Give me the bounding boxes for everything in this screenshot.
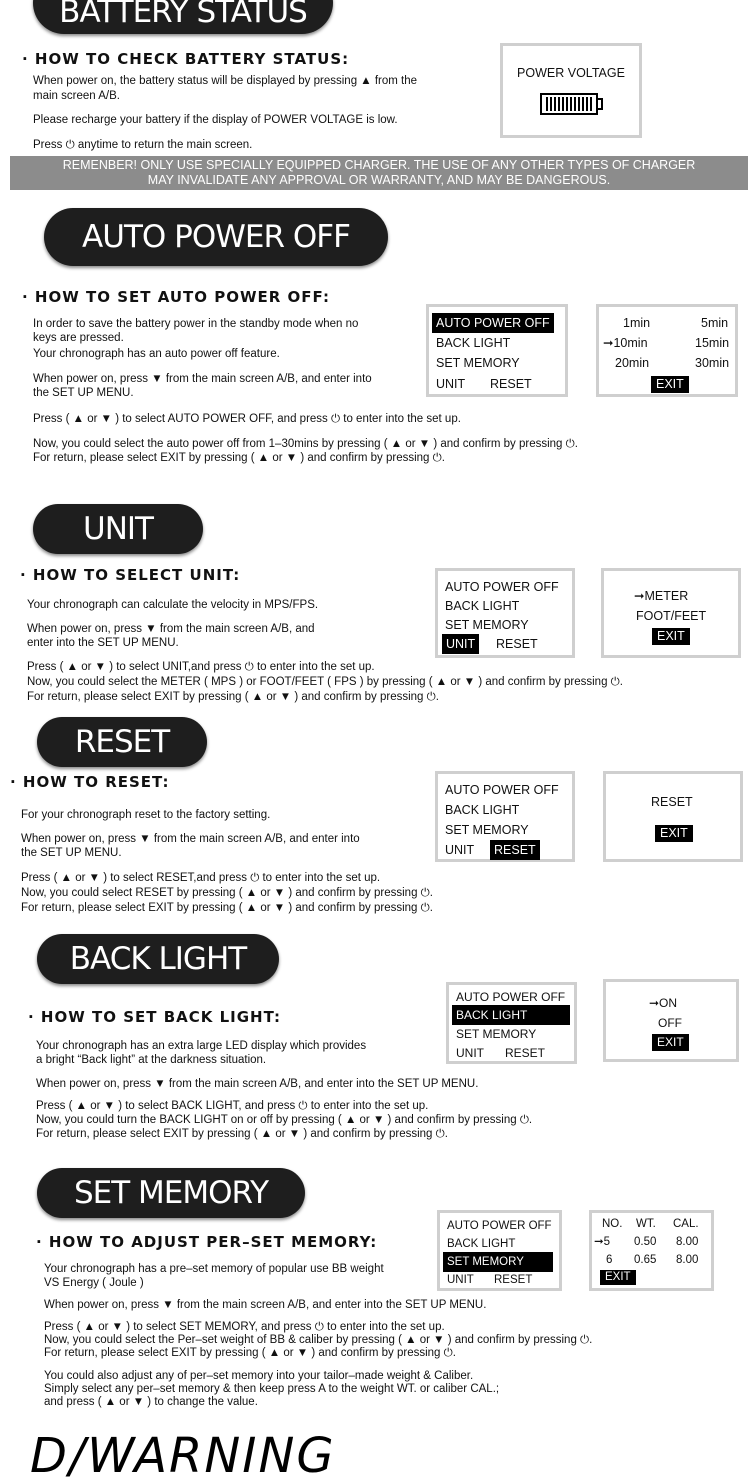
unit-text: enter into the SET UP MENU. [27, 637, 179, 649]
exit-label: EXIT [655, 825, 693, 842]
auto-power-off-heading: · HOW TO SET AUTO POWER OFF: [22, 288, 330, 306]
auto-power-off-text: In order to save the battery power in the standby mode when no [33, 318, 359, 330]
menu-item-unit: UNIT [456, 1046, 484, 1060]
reset-text: For return, please select EXIT by pressing ( ▲ or ▼ ) and confirm by pressing ⏻. [21, 902, 433, 914]
back-light-text: When power on, press ▼ from the main screen A/B, and enter into the SET UP MENU. [36, 1078, 479, 1090]
back-light-text: For return, please select EXIT by pressing ( ▲ or ▼ ) and confirm by pressing ⏻. [36, 1128, 448, 1140]
unit-text: Your chronograph can calculate the velocity in MPS/FPS. [27, 599, 319, 611]
option-10min: ➞10min [603, 336, 648, 350]
memory-table-panel [589, 1210, 714, 1291]
menu-item-unit: UNIT [445, 843, 475, 857]
menu-item-auto-power-off: AUTO POWER OFF [456, 990, 566, 1004]
back-light-text: Press ( ▲ or ▼ ) to select BACK LIGHT, and press ⏻ to enter into the set up. [36, 1100, 429, 1112]
menu-item-reset: RESET [490, 377, 532, 391]
exit-label: EXIT [652, 628, 690, 645]
banner-line: REMENBER! ONLY USE SPECIALLY EQUIPPED CHARGER. THE USE OF ANY OTHER TYPES OF CHARGER [62, 158, 696, 172]
menu-item-set-memory: SET MEMORY [445, 618, 529, 632]
menu-item-back-light: BACK LIGHT [447, 1238, 516, 1250]
set-memory-text: When power on, press ▼ from the main screen A/B, and enter into the SET UP MENU. [44, 1299, 487, 1311]
auto-power-off-text: keys are pressed. [33, 332, 124, 344]
reset-text: the SET UP MENU. [21, 847, 122, 859]
auto-power-off-title: AUTO POWER OFF [44, 208, 388, 266]
menu-item-unit: UNIT [447, 1274, 474, 1286]
warning-title: D/WARNING [30, 1428, 336, 1484]
unit-text: Press ( ▲ or ▼ ) to select UNIT,and press ⏻ to enter into the set up. [27, 661, 375, 673]
menu-item-back-light: BACK LIGHT [436, 336, 511, 350]
auto-power-off-text: When power on, press ▼ from the main screen A/B, and enter into [33, 373, 372, 385]
menu-item-auto-power-off: AUTO POWER OFF [445, 580, 559, 594]
memory-header-wt: WT. [636, 1218, 656, 1230]
memory-row-wt: 0.65 [634, 1254, 657, 1266]
menu-item-auto-power-off: AUTO POWER OFF [432, 313, 554, 333]
menu-item-back-light: BACK LIGHT [445, 803, 520, 817]
banner-line: MAY INVALIDATE ANY APPROVAL OR WARRANTY, AND MAY BE DANGEROUS. [147, 173, 611, 187]
reset-heading: · HOW TO RESET: [10, 773, 170, 791]
menu-item-auto-power-off: AUTO POWER OFF [447, 1220, 552, 1232]
set-memory-heading: · HOW TO ADJUST PER–SET MEMORY: [36, 1233, 378, 1251]
memory-header-cal: CAL. [673, 1218, 699, 1230]
set-memory-text: You could also adjust any of per–set memory into your tailor–made weight & Caliber. [44, 1370, 474, 1382]
set-memory-text: and press ( ▲ or ▼ ) to change the value. [44, 1396, 258, 1408]
battery-text: Please recharge your battery if the display of POWER VOLTAGE is low. [33, 114, 398, 126]
memory-row-no: ➞5 [594, 1236, 611, 1248]
menu-item-set-memory: SET MEMORY [436, 356, 520, 370]
option-5min: 5min [701, 316, 729, 330]
option-15min: 15min [695, 336, 730, 350]
battery-text: When power on, the battery status will be displayed by pressing ▲ from the [33, 75, 418, 87]
reset-label: RESET [651, 795, 693, 809]
set-memory-text: Now, you could select the Per–set weight of BB & caliber by pressing ( ▲ or ▼ ) and confirm by pressing ⏻. [44, 1334, 593, 1346]
menu-item-unit: UNIT [436, 377, 466, 391]
reset-options-panel [603, 771, 743, 862]
menu-item-set-memory: SET MEMORY [443, 1252, 553, 1272]
menu-item-set-memory: SET MEMORY [456, 1027, 537, 1041]
exit-label: EXIT [651, 376, 689, 393]
auto-power-off-text: the SET UP MENU. [33, 387, 134, 399]
set-memory-title: SET MEMORY [37, 1168, 305, 1218]
menu-item-back-light: BACK LIGHT [452, 1005, 570, 1025]
menu-item-reset: RESET [494, 1274, 533, 1286]
option-foot-feet: FOOT/FEET [636, 609, 707, 623]
option-20min: 20min [615, 356, 650, 370]
option-30min: 30min [695, 356, 730, 370]
back-light-text: a bright “Back light” at the darkness situation. [36, 1054, 267, 1066]
reset-title: RESET [37, 717, 207, 767]
setup-menu-panel [435, 568, 575, 658]
unit-heading: · HOW TO SELECT UNIT: [20, 566, 241, 584]
power-voltage-label: POWER VOLTAGE [517, 66, 625, 80]
set-memory-text: For return, please select EXIT by pressing ( ▲ or ▼ ) and confirm by pressing ⏻. [44, 1347, 456, 1359]
reset-text: For your chronograph reset to the factory setting. [21, 809, 271, 821]
menu-item-unit: UNIT [442, 634, 479, 654]
battery-icon-tip [598, 98, 603, 110]
menu-item-auto-power-off: AUTO POWER OFF [445, 783, 559, 797]
setup-menu-panel [446, 982, 577, 1064]
exit-label: EXIT [652, 1034, 689, 1051]
battery-status-title: BATTERY STATUS [33, 0, 333, 34]
battery-icon [540, 93, 598, 115]
exit-label: EXIT [600, 1270, 636, 1285]
set-memory-text: VS Energy ( Joule ) [44, 1277, 144, 1289]
setup-menu-panel [435, 771, 575, 862]
menu-item-reset: RESET [490, 840, 540, 860]
menu-item-reset: RESET [505, 1046, 546, 1060]
auto-power-off-text: Your chronograph has an auto power off feature. [33, 348, 280, 360]
back-light-text: Your chronograph has an extra large LED display which provides [36, 1040, 367, 1052]
menu-item-back-light: BACK LIGHT [445, 599, 520, 613]
back-light-text: Now, you could turn the BACK LIGHT on or off by pressing ( ▲ or ▼ ) and confirm by pressing ⏻. [36, 1114, 533, 1126]
back-light-options-panel [603, 979, 739, 1062]
option-1min: 1min [623, 316, 651, 330]
option-on: ➞ON [649, 996, 678, 1010]
battery-heading: · HOW TO CHECK BATTERY STATUS: [22, 50, 350, 68]
auto-power-off-text: Now, you could select the auto power off from 1–30mins by pressing ( ▲ or ▼ ) and confirm by pressing ⏻. [33, 438, 578, 450]
menu-item-set-memory: SET MEMORY [445, 823, 529, 837]
set-memory-text: Press ( ▲ or ▼ ) to select SET MEMORY, and press ⏻ to enter into the set up. [44, 1321, 445, 1333]
back-light-title: BACK LIGHT [37, 934, 279, 984]
battery-text: Press ⏻ anytime to return the main screen. [33, 139, 253, 151]
auto-power-off-text: Press ( ▲ or ▼ ) to select AUTO POWER OFF, and press ⏻ to enter into the set up. [33, 413, 461, 425]
auto-power-off-options-panel [596, 304, 738, 397]
reset-text: Now, you could select RESET by pressing ( ▲ or ▼ ) and confirm by pressing ⏻. [21, 887, 433, 899]
auto-power-off-text: For return, please select EXIT by pressing ( ▲ or ▼ ) and confirm by pressing ⏻. [33, 452, 445, 464]
memory-header-no: NO. [602, 1218, 623, 1230]
setup-menu-panel [437, 1210, 562, 1291]
unit-title: UNIT [33, 504, 203, 554]
option-meter: ➞METER [634, 589, 689, 603]
unit-text: For return, please select EXIT by pressing ( ▲ or ▼ ) and confirm by pressing ⏻. [27, 691, 439, 703]
menu-item-reset: RESET [496, 637, 538, 651]
battery-text: main screen A/B. [33, 90, 120, 102]
memory-row-cal: 8.00 [676, 1254, 699, 1266]
set-memory-text: Simply select any per–set memory & then keep press A to the weight WT. or caliber CAL.; [44, 1383, 500, 1395]
option-off: OFF [658, 1016, 682, 1030]
back-light-heading: · HOW TO SET BACK LIGHT: [28, 1008, 282, 1026]
unit-text: Now, you could select the METER ( MPS ) or FOOT/FEET ( FPS ) by pressing ( ▲ or ▼ ) and confirm by pressing ⏻. [27, 676, 623, 688]
memory-row-no: 6 [606, 1254, 613, 1266]
reset-text: Press ( ▲ or ▼ ) to select RESET,and press ⏻ to enter into the set up. [21, 872, 381, 884]
unit-text: When power on, press ▼ from the main screen A/B, and [27, 623, 315, 635]
memory-row-cal: 8.00 [676, 1236, 699, 1248]
unit-options-panel [601, 568, 741, 658]
setup-menu-panel [426, 304, 568, 397]
reset-text: When power on, press ▼ from the main screen A/B, and enter into [21, 833, 360, 845]
charger-warning-banner [10, 156, 748, 190]
set-memory-text: Your chronograph has a pre–set memory of popular use BB weight [44, 1263, 384, 1275]
power-voltage-panel [500, 43, 642, 138]
memory-row-wt: 0.50 [634, 1236, 657, 1248]
